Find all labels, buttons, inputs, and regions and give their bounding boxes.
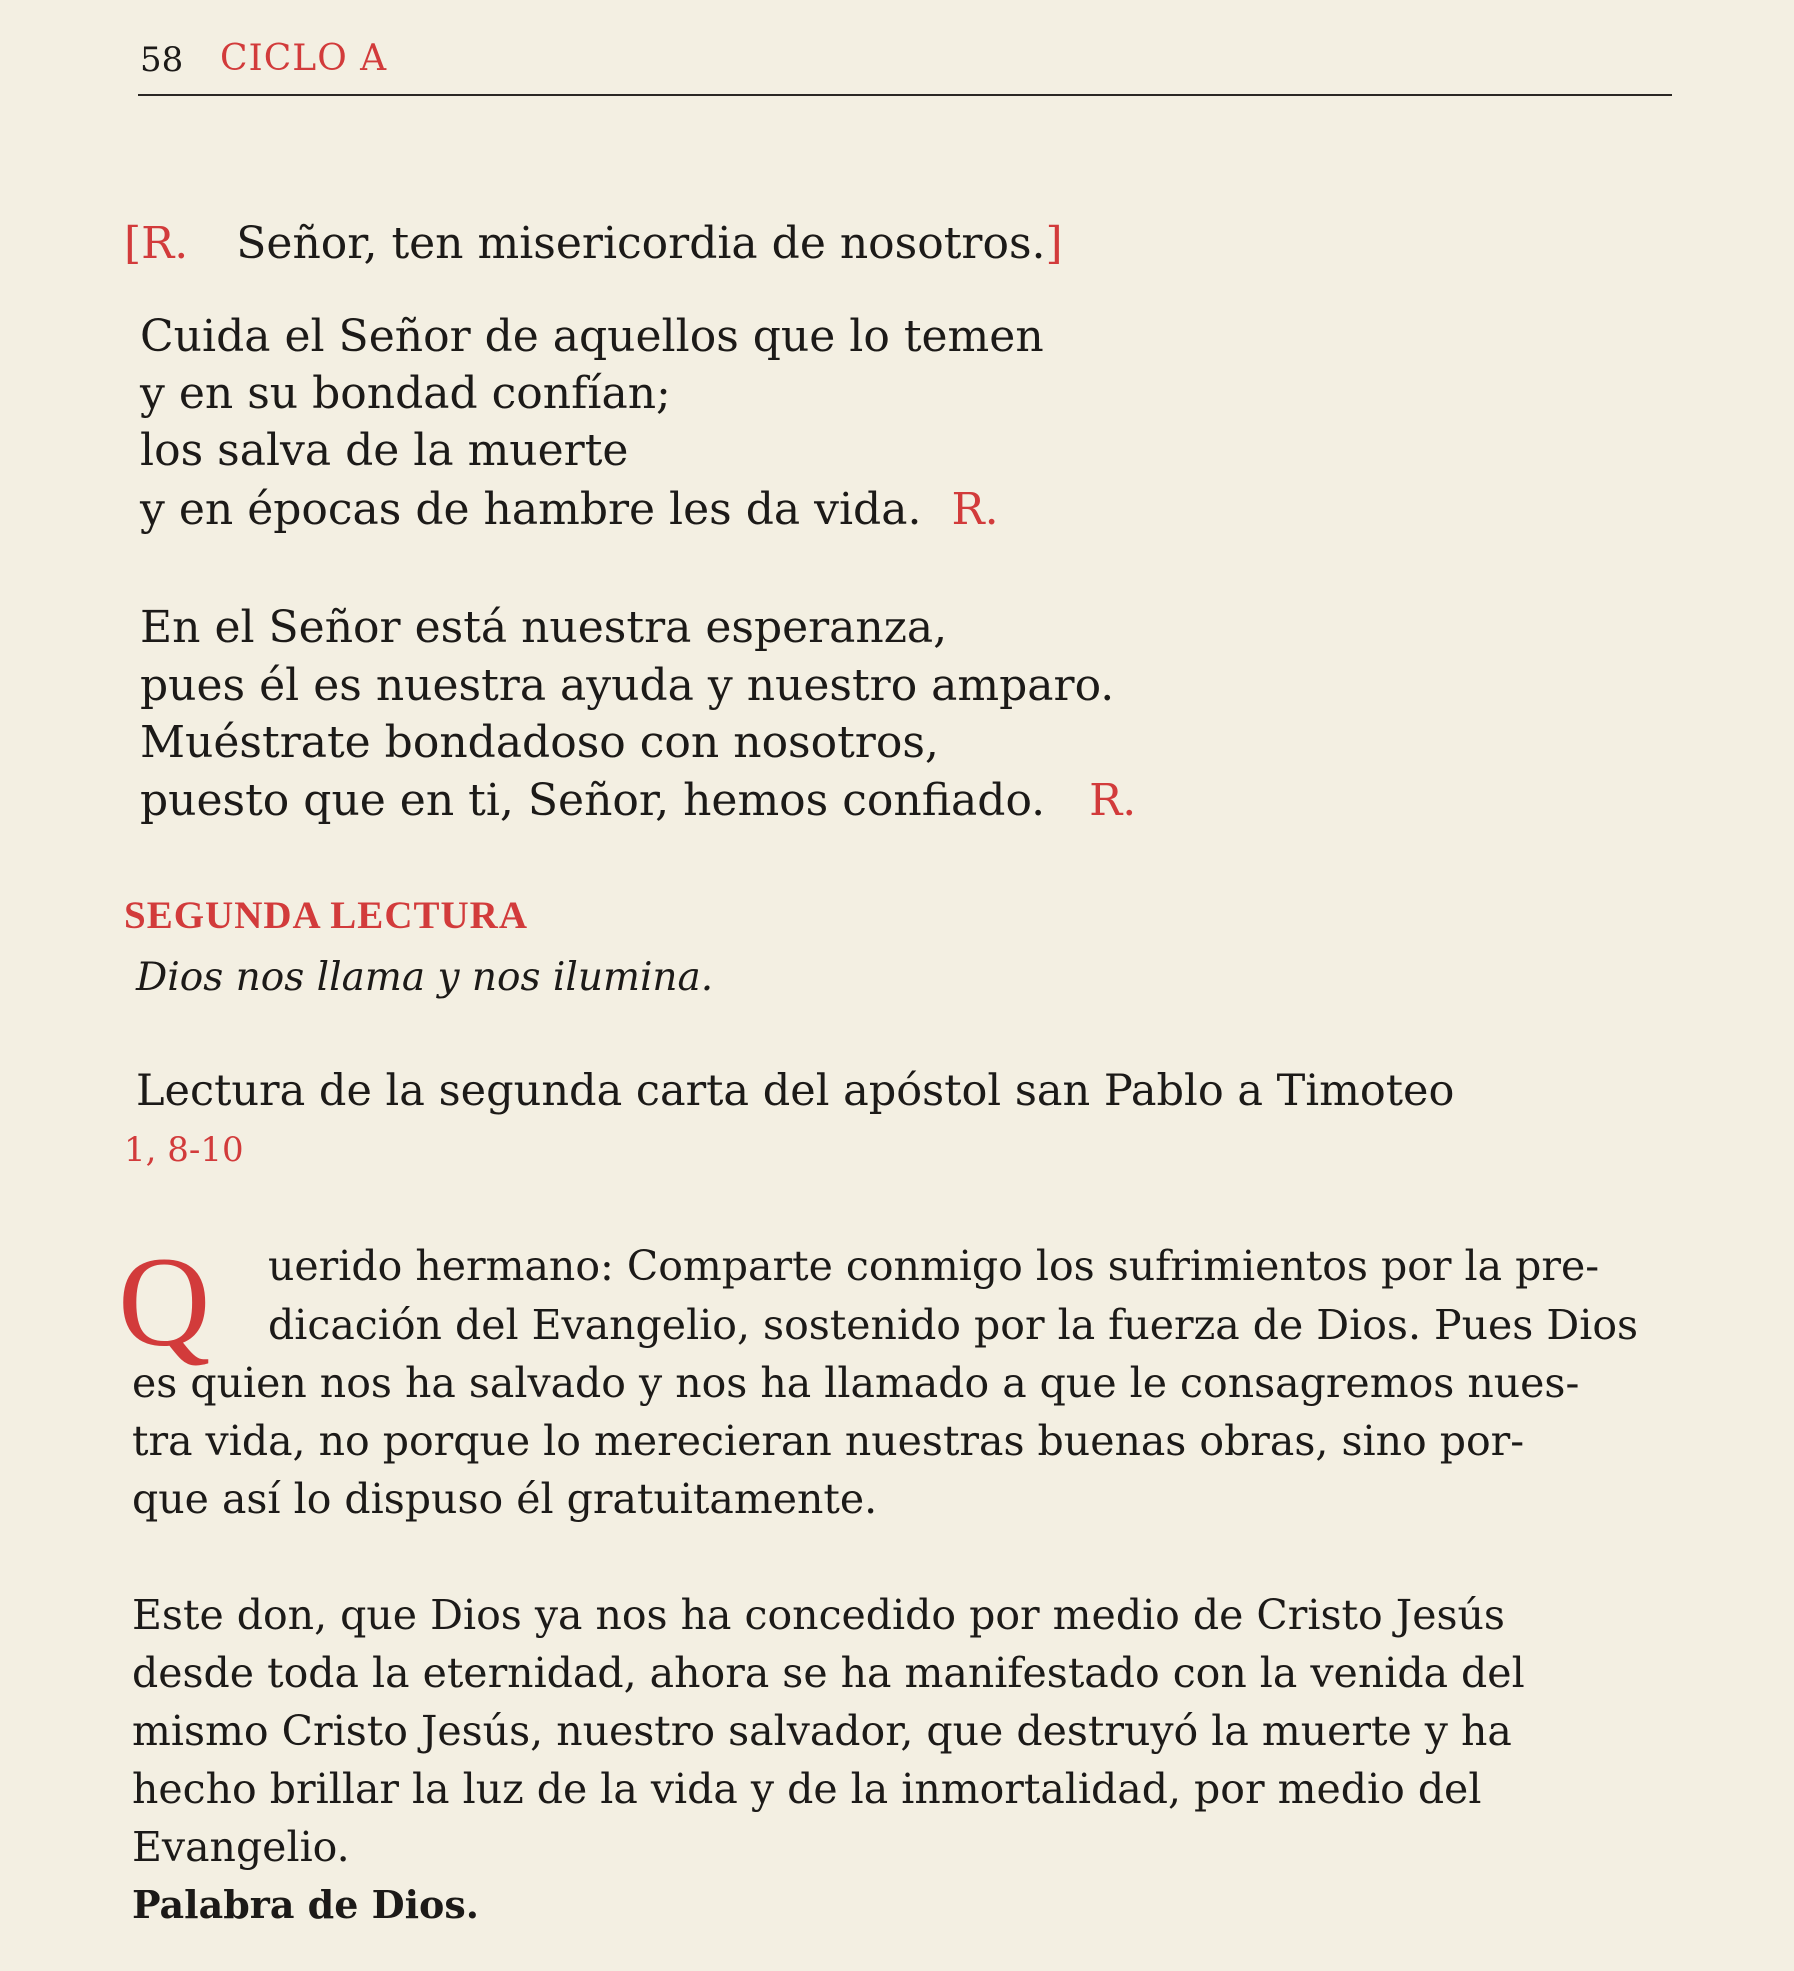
cycle-label: CICLO A [220, 38, 388, 79]
stanza2-line: Muéstrate bondadoso con nosotros, [140, 717, 939, 768]
paragraph1-line: es quien nos ha salvado y nos ha llamado a que le consagremos nues- [132, 1359, 1580, 1407]
stanza1-line: y en épocas de hambre les da vida. [140, 484, 922, 535]
psalm-response [124, 218, 1063, 269]
paragraph1-line: que así lo dispuso él gratuitamente. [132, 1475, 878, 1523]
stanza1-line: y en su bondad confían; [140, 368, 671, 419]
page-header [138, 36, 1672, 96]
stanza2-line: puesto que en ti, Señor, hemos confiado. [140, 775, 1046, 826]
stanza1-last-line [140, 484, 999, 535]
paragraph2-line: Evangelio. [132, 1823, 350, 1871]
paragraph1-line: dicación del Evangelio, sostenido por la fuerza de Dios. Pues Dios [268, 1301, 1639, 1349]
page-number: 58 [140, 40, 184, 80]
paragraph1-line: uerido hermano: Comparte conmigo los sufrimientos por la pre- [268, 1242, 1600, 1290]
paragraph2-line: desde toda la eternidad, ahora se ha manifestado con la venida del [132, 1649, 1525, 1697]
stanza1-line: los salva de la muerte [140, 425, 629, 476]
paragraph2-line: mismo Cristo Jesús, nuestro salvador, que destruyó la muerte y ha [132, 1707, 1512, 1755]
response-marker: R. [1089, 775, 1137, 826]
response-marker: R. [951, 484, 999, 535]
reading-subtitle: Dios nos llama y nos ilumina. [136, 955, 714, 1000]
response-text: Señor, ten misericordia de nosotros. [236, 218, 1046, 269]
drop-cap: Q [118, 1231, 211, 1373]
stanza2-line: En el Señor está nuestra esperanza, [140, 602, 948, 653]
section-title: SEGUNDA LECTURA [124, 894, 528, 937]
paragraph2-line: Este don, que Dios ya nos ha concedido por medio de Cristo Jesús [132, 1591, 1505, 1639]
response-open-marker: [R. [124, 218, 189, 269]
paragraph2-line: hecho brillar la luz de la vida y de la inmortalidad, por medio del [132, 1765, 1482, 1813]
paragraph1-line: tra vida, no porque lo merecieran nuestras buenas obras, sino por- [132, 1417, 1525, 1465]
response-close-marker: ] [1045, 218, 1063, 269]
stanza1-line: Cuida el Señor de aquellos que lo temen [140, 311, 1044, 362]
closing-acclamation: Palabra de Dios. [132, 1882, 480, 1927]
reading-citation: 1, 8-10 [124, 1130, 244, 1170]
stanza2-last-line [140, 775, 1137, 826]
reading-intro: Lectura de la segunda carta del apóstol san Pablo a Timoteo [136, 1066, 1455, 1116]
stanza2-line: pues él es nuestra ayuda y nuestro amparo. [140, 660, 1115, 711]
